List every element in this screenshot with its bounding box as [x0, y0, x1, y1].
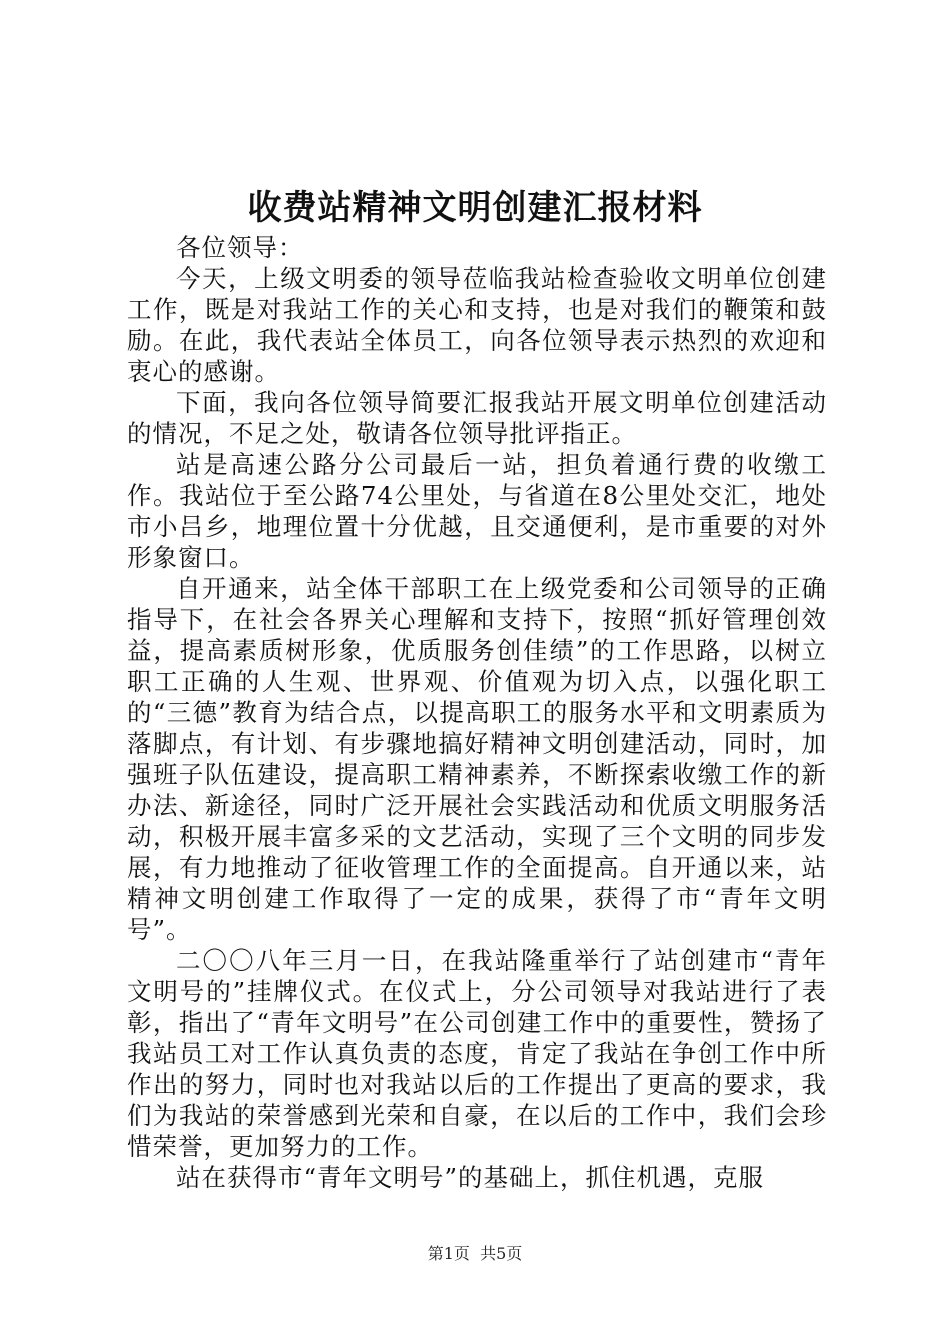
- salutation: 各位领导：: [176, 233, 304, 262]
- page-footer: [0, 1243, 950, 1265]
- paragraph-intro: 今天，上级文明委的领导莅临我站检查验收文明单位创建工作，既是对我站工作的关心和支持，也是对我们的鞭策和鼓励。在此，我代表站全体员工，向各位领导表示热烈的欢迎和衷心的感谢。: [127, 264, 827, 386]
- paragraph-continuation: 站在获得市“青年文明号”的基础上，抓住机遇，克服: [176, 1163, 765, 1192]
- paragraph-station-overview: 站是高速公路分公司最后一站，担负着通行费的收缴工作。我站位于至公路74公里处，与省道在8公里处交汇，地处市小吕乡，地理位置十分优越，且交通便利，是市重要的对外形象窗口。: [127, 450, 827, 572]
- footer-separator: [470, 1244, 480, 1263]
- document-title: 收费站精神文明创建汇报材料: [247, 188, 703, 228]
- paragraph-report-scope: 下面，我向各位领导简要汇报我站开展文明单位创建活动的情况，不足之处，敬请各位领导批评指正。: [127, 388, 827, 448]
- page-total: 共5页: [480, 1244, 523, 1263]
- paragraph-ceremony: 二〇〇八年三月一日，在我站隆重举行了站创建市“青年文明号的”挂牌仪式。在仪式上，分公司领导对我站进行了表彰，指出了“青年文明号”在公司创建工作中的重要性，赞扬了我站员工对工作认真负责的态度，肯定了我站在争创工作中所作出的努力，同时也对我站以后的工作提出了更高的要求，我们为我站的荣誉感到光荣和自豪，在以后的工作中，我们会珍惜荣誉，更加努力的工作。: [127, 946, 827, 1161]
- document-body: [127, 232, 827, 1193]
- paragraph-achievements: 自开通来，站全体干部职工在上级党委和公司领导的正确指导下，在社会各界关心理解和支持下，按照“抓好管理创效益，提高素质树形象，优质服务创佳绩”的工作思路，以树立职工正确的人生观、世界观、价值观为切入点，以强化职工的“三德”教育为结合点，以提高职工的服务水平和文明素质为落脚点，有计划、有步骤地搞好精神文明创建活动，同时，加强班子队伍建设，提高职工精神素养，不断探索收缴工作的新办法、新途径，同时广泛开展社会实践活动和优质文明服务活动，积极开展丰富多采的文艺活动，实现了三个文明的同步发展，有力地推动了征收管理工作的全面提高。自开通以来，站精神文明创建工作取得了一定的成果，获得了市“青年文明号”。: [127, 574, 827, 944]
- page-number: 第1页: [427, 1244, 470, 1263]
